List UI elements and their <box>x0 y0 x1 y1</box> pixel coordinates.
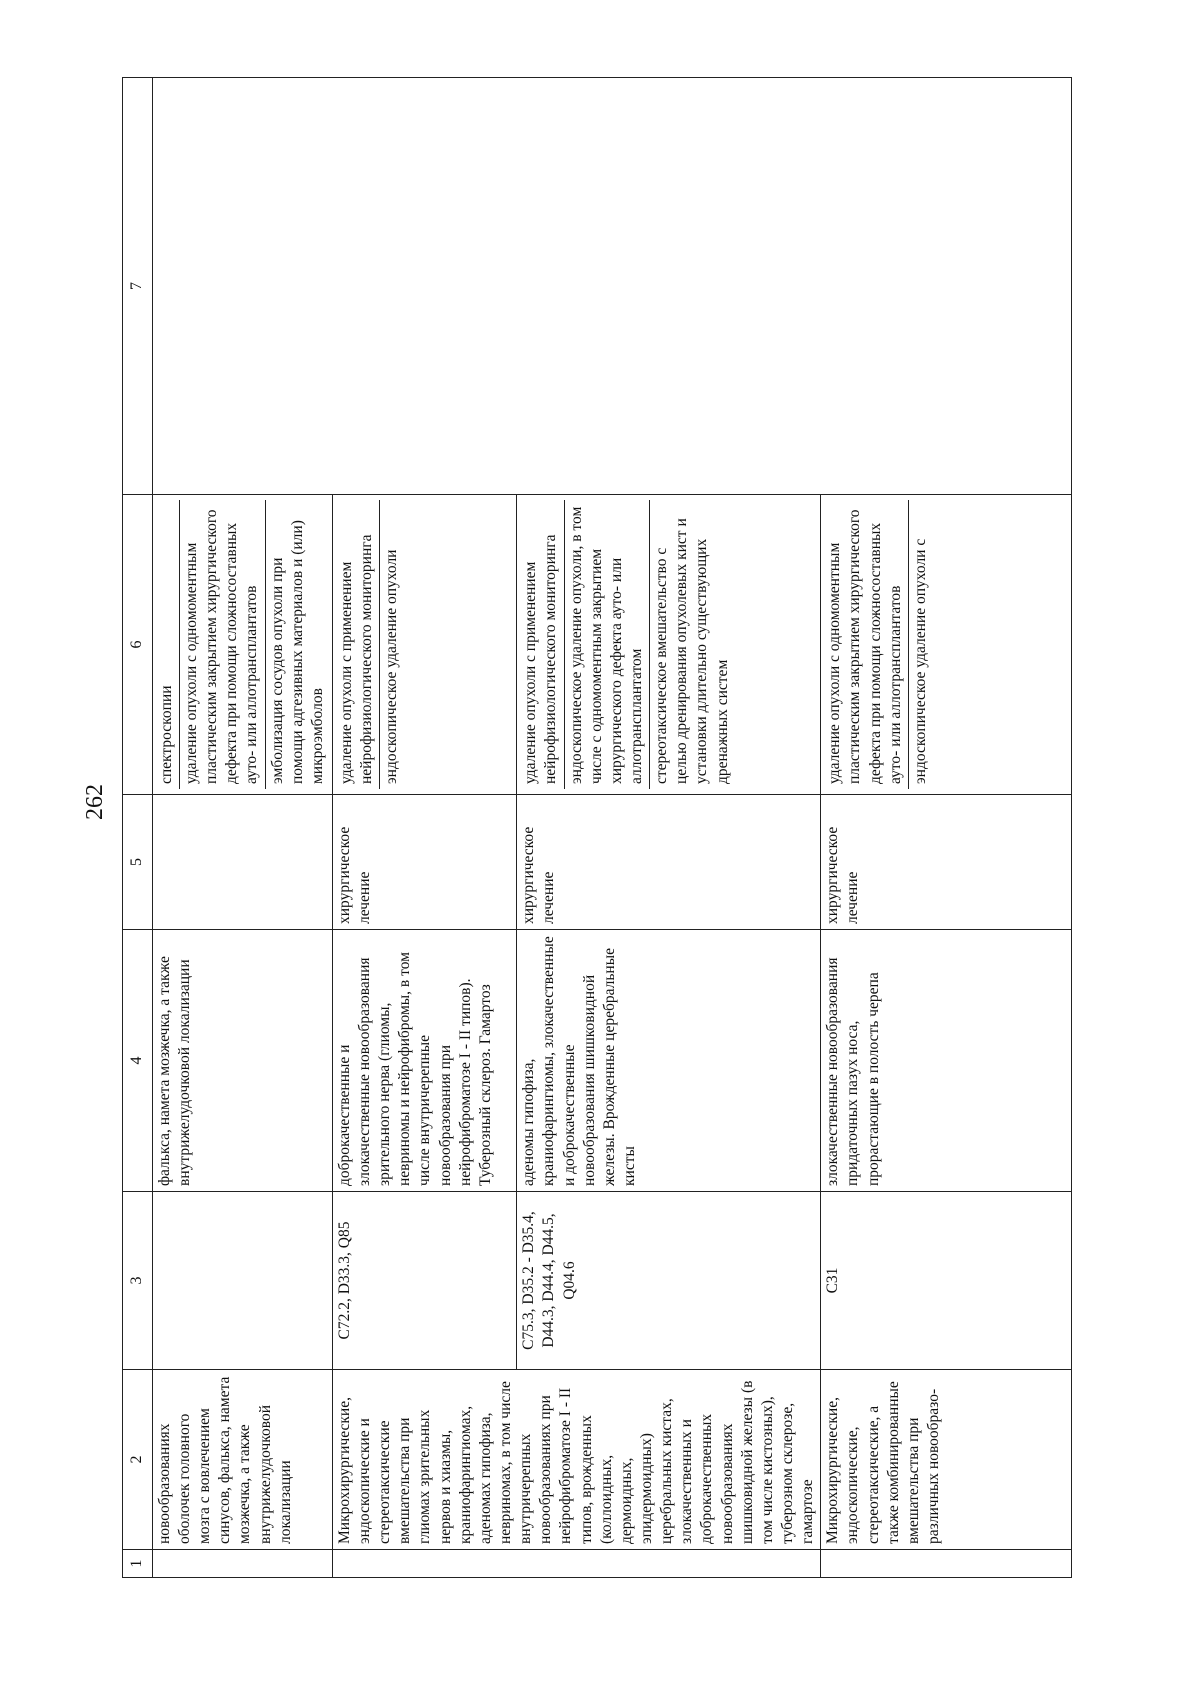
method-item: стереотаксическое вмешательство с целью дренирования опухолевых кист и установки длительно существующих дренажных систем <box>653 518 731 784</box>
cell-treatment-type: хирургическое лечение <box>821 795 1072 930</box>
cell-diagnosis: фалькса, намета мозжечка, а также внутрижелудочковой локализации <box>152 930 332 1192</box>
cell-column-7 <box>152 78 1071 495</box>
column-header-6: 6 <box>123 495 153 795</box>
column-header-2: 2 <box>123 1370 153 1550</box>
method-item: удаление опухоли с одномоментным пластическим закрытием хирургического дефекта при помощи сложносоставных ауто- или аллотрансплантатов <box>823 500 909 789</box>
cell-diagnosis: аденомы гипофиза, краниофарингиомы, злокачественные и доброкачественные новообразования шишковидной железы. Врожденные церебральные кисты <box>517 930 821 1192</box>
cell-method-group: Микрохирургические, эндоскопические, стереотаксические, а также комбинированные вмешательства при различных новообразо- <box>821 1370 1072 1550</box>
cell-method <box>332 495 516 795</box>
column-header-3: 3 <box>123 1192 153 1370</box>
cell-number <box>332 1550 820 1578</box>
method-item: эндоскопическое удаление опухоли с <box>911 538 929 784</box>
cell-icd-codes: C72.2, D33.3, Q85 <box>332 1192 516 1370</box>
column-header-5: 5 <box>123 795 153 930</box>
cell-icd-codes: C31 <box>821 1192 1072 1370</box>
method-item: удаление опухоли с применением нейрофизиологического мониторинга <box>335 500 380 789</box>
procedures-table <box>122 77 1072 1578</box>
cell-treatment-type <box>152 795 332 930</box>
header-row <box>123 78 153 1578</box>
method-item: эндоскопическое удаление опухоли <box>383 549 401 784</box>
table-row <box>152 78 332 1578</box>
rotated-table-container <box>122 78 1072 1578</box>
method-item: спектроскопии <box>155 500 180 789</box>
cell-treatment-type: хирургическое лечение <box>517 795 821 930</box>
method-item: удаление опухоли с одномоментным пластическим закрытием хирургического дефекта при помощи сложносоставных ауто- или аллотрансплантатов <box>180 500 266 789</box>
cell-icd-codes <box>152 1192 332 1370</box>
cell-method-group: Микрохирургические, эндоскопические и стереотаксические вмешательства при глиомах зрительных нервов и хиазмы, краниофарингиомах, аденомах гипофиза, невриномах, в том числе внутричерепных новообразованиях при нейрофиброматозе I - II типов, врожденных (коллоидных, дермоидных, эпидермоидных) церебральных кистах, злокачественных и доброкачественных новообразованиях шишковидной железы (в том числе кистозных), туберозном склерозе, гамартозе <box>332 1370 820 1550</box>
cell-method <box>517 495 821 795</box>
cell-diagnosis: доброкачественные и злокачественные новообразования зрительного нерва (глиомы, невриномы и нейрофибромы, в том числе внутричерепные новообразования при нейрофиброматозе I - II типов). Туберозный склероз. Гамартоз <box>332 930 516 1192</box>
column-header-4: 4 <box>123 930 153 1192</box>
method-item: эмболизация сосудов опухоли при помощи адгезивных материалов и (или) микроэмболов <box>268 520 326 784</box>
cell-diagnosis: злокачественные новообразования придаточных пазух носа, прорастающие в полость черепа <box>821 930 1072 1192</box>
cell-method-group: новообразованиях оболочек головного мозга с вовлечением синусов, фалькса, намета мозжечка, а также внутрижелудочковой локализации <box>152 1370 332 1550</box>
column-header-1: 1 <box>123 1550 153 1578</box>
cell-method <box>152 495 332 795</box>
method-item: эндоскопическое удаление опухоли, в том числе с одномоментным закрытием хирургического дефекта ауто- или аллотрансплантатом <box>565 500 651 789</box>
column-header-7: 7 <box>123 78 153 495</box>
method-item: удаление опухоли с применением нейрофизиологического мониторинга <box>519 500 564 789</box>
cell-method <box>821 495 1072 795</box>
cell-icd-codes: C75.3, D35.2 - D35.4, D44.3, D44.4, D44.5, Q04.6 <box>517 1192 821 1370</box>
cell-number <box>821 1550 1072 1578</box>
cell-number <box>152 1550 332 1578</box>
page-number: 262 <box>82 784 108 820</box>
cell-treatment-type: хирургическое лечение <box>332 795 516 930</box>
